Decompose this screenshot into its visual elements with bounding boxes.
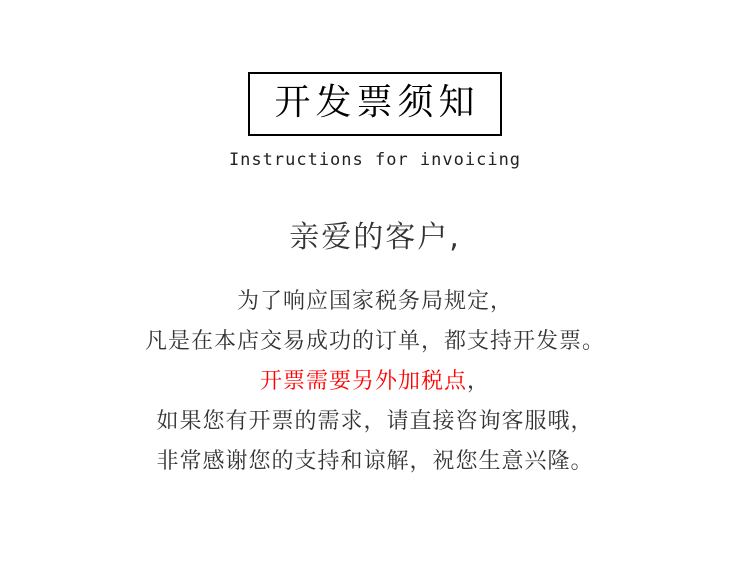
highlight-red-text: 开票需要另外加税点 (259, 369, 467, 394)
notice-line-2: 凡是在本店交易成功的订单，都支持开发票。 (144, 329, 605, 354)
notice-line-1: 为了响应国家税务局规定， (236, 289, 513, 314)
notice-line-3-highlight (0, 362, 750, 402)
notice-title-box (248, 72, 501, 136)
notice-line-5: 非常感谢您的支持和谅解，祝您生意兴隆。 (156, 449, 594, 474)
notice-subtitle: Instructions for invoicing (228, 150, 522, 170)
notice-line-4: 如果您有开票的需求，请直接咨询客服哦， (156, 409, 594, 434)
notice-body (0, 282, 750, 482)
notice-title: 开发票须知 (274, 82, 480, 123)
greeting-text: 亲爱的客户, (289, 220, 461, 255)
highlight-suffix: ， (467, 369, 491, 394)
